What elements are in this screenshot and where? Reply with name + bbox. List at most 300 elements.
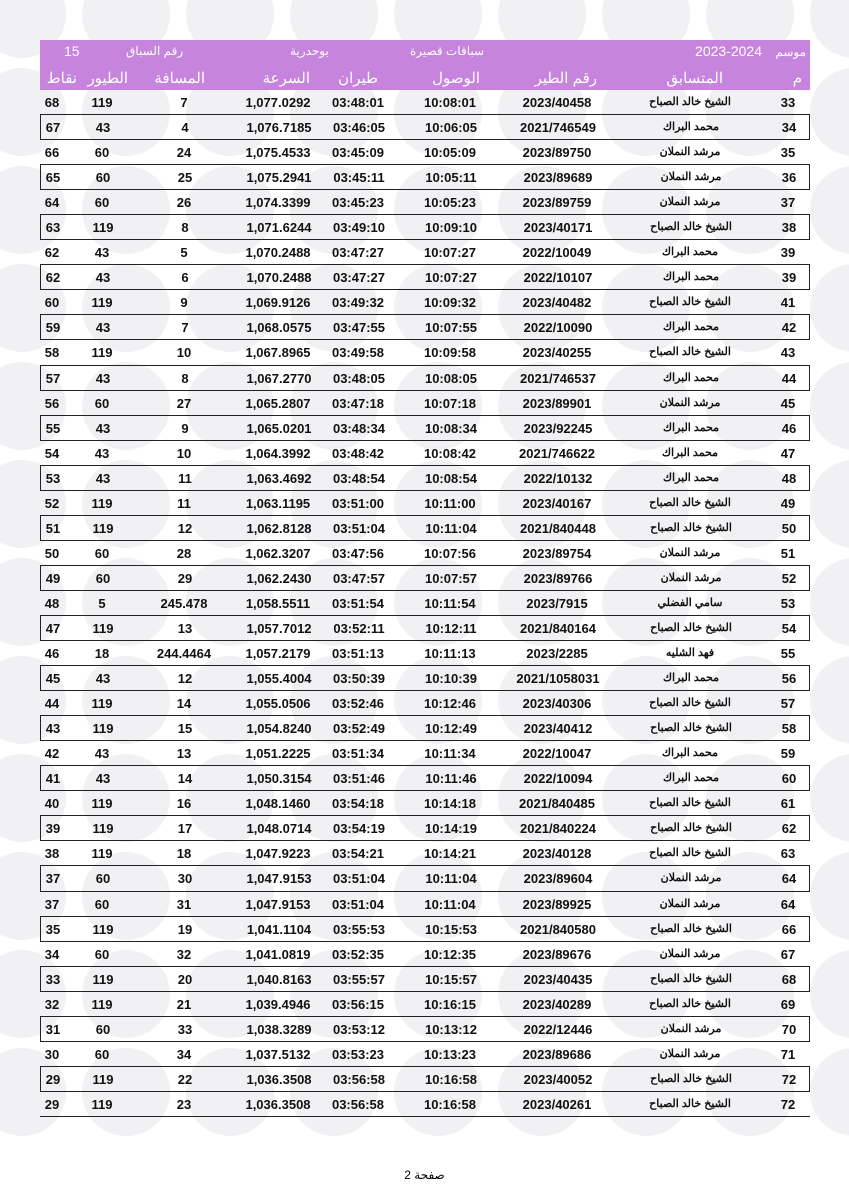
cell-birds: 43 (94, 746, 110, 762)
cell-fancier: مرشد النملان (660, 1022, 722, 1035)
watermark-logo (810, 0, 849, 58)
cell-arrival-time: 10:13:23 (423, 1046, 477, 1062)
cell-speed: 1,038.3289 (246, 1021, 312, 1037)
cell-arrival-time: 10:11:54 (424, 595, 476, 611)
cell-arrival-time: 10:08:54 (424, 470, 478, 486)
watermark-logo (810, 558, 849, 646)
cell-speed: 1,054.8240 (246, 721, 312, 737)
cell-rank: 59 (780, 746, 796, 762)
table-row (40, 340, 810, 365)
cell-distance: 14 (176, 696, 192, 712)
cell-fancier: الشيخ خالد الصباح (650, 1072, 732, 1085)
cell-points: 64 (44, 195, 60, 211)
table-row (40, 716, 810, 741)
cell-flight-time: 03:55:53 (332, 921, 386, 937)
cell-speed: 1,037.5132 (245, 1046, 311, 1062)
cell-birds: 60 (94, 195, 110, 211)
cell-birds: 43 (95, 270, 111, 286)
cell-points: 65 (45, 170, 61, 186)
cell-speed: 1,065.0201 (246, 420, 312, 436)
cell-birds: 119 (92, 971, 114, 987)
cell-fancier: محمد البراك (661, 246, 719, 259)
cell-distance: 10 (176, 445, 192, 461)
watermark-logo (810, 754, 849, 842)
table-row (40, 265, 810, 290)
cell-points: 35 (45, 921, 61, 937)
cell-speed: 1,041.0819 (245, 946, 311, 962)
cell-flight-time: 03:53:23 (331, 1046, 385, 1062)
cell-birds: 119 (92, 220, 114, 236)
table-row (40, 541, 810, 566)
table-row (40, 366, 810, 391)
cell-birds: 60 (94, 1046, 110, 1062)
cell-rank: 36 (781, 170, 797, 186)
cell-arrival-time: 10:09:10 (424, 220, 478, 236)
cell-fancier: مرشد النملان (660, 171, 722, 184)
cell-points: 53 (45, 470, 61, 486)
watermark-logo (810, 656, 849, 744)
cell-rank: 53 (780, 595, 796, 611)
race-number: 15 (64, 43, 80, 59)
cell-ring-number: 2022/10094 (523, 771, 593, 787)
cell-rank: 56 (781, 671, 797, 687)
cell-rank: 55 (780, 646, 796, 662)
cell-distance: 25 (177, 170, 193, 186)
cell-points: 46 (44, 646, 60, 662)
cell-ring-number: 2023/89925 (522, 896, 592, 912)
cell-ring-number: 2022/10132 (523, 470, 593, 486)
cell-points: 32 (44, 996, 60, 1012)
cell-fancier: محمد البراك (662, 672, 720, 685)
cell-flight-time: 03:55:57 (332, 971, 386, 987)
cell-birds: 18 (94, 646, 110, 662)
cell-flight-time: 03:47:27 (332, 270, 386, 286)
cell-arrival-time: 10:11:04 (425, 520, 477, 536)
col-header-speed: السرعة (262, 70, 310, 87)
cell-rank: 41 (780, 295, 796, 311)
cell-speed: 1,064.3992 (245, 445, 311, 461)
cell-speed: 1,041.1104 (246, 921, 312, 937)
cell-distance: 21 (176, 996, 192, 1012)
cell-speed: 1,055.4004 (246, 671, 312, 687)
cell-birds: 43 (95, 370, 111, 386)
cell-birds: 119 (92, 1071, 114, 1087)
cell-arrival-time: 10:06:05 (424, 120, 478, 136)
cell-points: 37 (44, 896, 60, 912)
col-header-points: نقاط (46, 70, 77, 87)
cell-arrival-time: 10:14:19 (424, 821, 478, 837)
cell-fancier: مرشد النملان (659, 146, 721, 159)
cell-points: 34 (44, 946, 60, 962)
cell-arrival-time: 10:09:58 (423, 345, 477, 361)
table-row (40, 1042, 810, 1067)
col-header-flight: طيران (338, 70, 378, 87)
cell-rank: 54 (781, 620, 797, 636)
cell-distance: 18 (176, 846, 192, 862)
cell-distance: 5 (180, 245, 188, 261)
cell-arrival-time: 10:16:58 (424, 1071, 478, 1087)
cell-rank: 38 (781, 220, 797, 236)
col-header-distance: المسافة (154, 70, 205, 87)
cell-fancier: مرشد النملان (659, 546, 721, 559)
cell-rank: 51 (780, 545, 796, 561)
cell-birds: 119 (91, 996, 113, 1012)
cell-speed: 1,069.9126 (245, 295, 311, 311)
cell-distance: 20 (177, 971, 193, 987)
cell-fancier: الشيخ خالد الصباح (649, 997, 731, 1010)
cell-ring-number: 2023/40412 (523, 721, 593, 737)
cell-flight-time: 03:45:09 (331, 145, 385, 161)
cell-flight-time: 03:48:34 (332, 420, 386, 436)
location: بوحدرية (290, 44, 329, 58)
cell-points: 56 (44, 395, 60, 411)
cell-birds: 43 (95, 671, 111, 687)
cell-fancier: الشيخ خالد الصباح (649, 697, 731, 710)
cell-ring-number: 2023/92245 (523, 420, 593, 436)
cell-flight-time: 03:51:04 (332, 520, 386, 536)
cell-distance: 7 (181, 320, 189, 336)
cell-flight-time: 03:47:57 (332, 570, 386, 586)
cell-distance: 12 (177, 520, 193, 536)
cell-points: 39 (45, 821, 61, 837)
cell-flight-time: 03:48:54 (332, 470, 386, 486)
cell-fancier: الشيخ خالد الصباح (650, 972, 732, 985)
cell-speed: 1,058.5511 (245, 595, 311, 611)
cell-arrival-time: 10:12:11 (425, 620, 477, 636)
cell-flight-time: 03:54:21 (331, 846, 385, 862)
table-row (40, 1092, 810, 1117)
cell-arrival-time: 10:11:46 (425, 771, 477, 787)
cell-rank: 34 (781, 120, 797, 136)
cell-distance: 14 (177, 771, 193, 787)
table-row (40, 566, 810, 591)
table-row (40, 516, 810, 541)
cell-distance: 15 (177, 721, 193, 737)
cell-ring-number: 2023/89766 (523, 570, 593, 586)
cell-fancier: الشيخ خالد الصباح (649, 496, 731, 509)
cell-flight-time: 03:56:15 (331, 996, 385, 1012)
cell-birds: 119 (91, 846, 113, 862)
cell-arrival-time: 10:07:27 (424, 270, 478, 286)
cell-points: 42 (44, 746, 60, 762)
cell-arrival-time: 10:14:21 (423, 846, 477, 862)
cell-ring-number: 2023/7915 (526, 595, 588, 611)
cell-speed: 1,077.0292 (245, 95, 311, 110)
cell-rank: 68 (781, 971, 797, 987)
cell-ring-number: 2023/89754 (522, 545, 592, 561)
cell-ring-number: 2021/840448 (520, 520, 596, 536)
cell-speed: 1,047.9153 (246, 871, 312, 887)
cell-distance: 9 (181, 420, 189, 436)
cell-rank: 72 (780, 1096, 796, 1112)
cell-birds: 119 (91, 495, 113, 511)
cell-arrival-time: 10:10:39 (424, 671, 478, 687)
table-row (40, 165, 810, 190)
cell-rank: 71 (780, 1046, 796, 1062)
cell-flight-time: 03:54:18 (331, 796, 385, 812)
cell-rank: 64 (780, 896, 796, 912)
cell-distance: 11 (177, 495, 191, 511)
cell-rank: 44 (781, 370, 797, 386)
cell-points: 50 (44, 545, 60, 561)
cell-distance: 17 (177, 821, 193, 837)
cell-rank: 43 (780, 345, 796, 361)
cell-distance: 24 (176, 145, 192, 161)
cell-points: 59 (45, 320, 61, 336)
cell-rank: 64 (781, 871, 797, 887)
cell-arrival-time: 10:16:15 (423, 996, 477, 1012)
cell-flight-time: 03:51:46 (332, 771, 386, 787)
cell-ring-number: 2023/40458 (522, 95, 592, 110)
cell-birds: 119 (91, 295, 113, 311)
cell-points: 63 (45, 220, 61, 236)
cell-birds: 119 (91, 1096, 113, 1112)
cell-flight-time: 03:49:32 (331, 295, 385, 311)
cell-ring-number: 2023/89750 (522, 145, 592, 161)
cell-distance: 27 (176, 395, 192, 411)
cell-fancier: الشيخ خالد الصباح (649, 1097, 731, 1110)
cell-speed: 1,050.3154 (246, 771, 312, 787)
watermark-logo (810, 950, 849, 1038)
cell-birds: 60 (94, 145, 110, 161)
cell-ring-number: 2023/40128 (522, 846, 592, 862)
table-row (40, 90, 810, 115)
cell-rank: 37 (780, 195, 796, 211)
cell-rank: 57 (780, 696, 796, 712)
cell-speed: 1,067.8965 (245, 345, 311, 361)
cell-speed: 1,074.3399 (245, 195, 311, 211)
cell-rank: 67 (780, 946, 796, 962)
cell-birds: 119 (91, 345, 113, 361)
cell-arrival-time: 10:12:35 (423, 946, 477, 962)
col-header-rank: م (792, 70, 802, 87)
cell-ring-number: 2023/40435 (523, 971, 593, 987)
cell-fancier: الشيخ خالد الصباح (650, 822, 732, 835)
cell-birds: 60 (95, 1021, 111, 1037)
table-body (40, 90, 810, 1117)
cell-birds: 43 (95, 470, 111, 486)
col-header-fancier: المتسابق (666, 70, 723, 87)
cell-speed: 1,063.1195 (245, 495, 311, 511)
table-row (40, 290, 810, 315)
cell-points: 51 (45, 520, 61, 536)
cell-birds: 119 (92, 921, 114, 937)
cell-fancier: الشيخ خالد الصباح (650, 221, 732, 234)
cell-arrival-time: 10:16:58 (423, 1096, 477, 1112)
cell-speed: 1,047.9223 (245, 846, 311, 862)
cell-fancier: مرشد النملان (660, 872, 722, 885)
cell-ring-number: 2022/10090 (523, 320, 593, 336)
cell-arrival-time: 10:11:00 (424, 495, 476, 511)
cell-fancier: الشيخ خالد الصباح (650, 722, 732, 735)
cell-points: 60 (44, 295, 60, 311)
cell-distance: 26 (176, 195, 192, 211)
cell-rank: 42 (781, 320, 797, 336)
cell-rank: 45 (780, 395, 796, 411)
cell-speed: 1,062.2430 (246, 570, 312, 586)
cell-flight-time: 03:47:27 (331, 245, 385, 261)
cell-arrival-time: 10:08:34 (424, 420, 478, 436)
cell-distance: 29 (177, 570, 193, 586)
page-number: صفحة 2 (404, 1168, 445, 1182)
cell-arrival-time: 10:12:49 (424, 721, 478, 737)
table-row (40, 391, 810, 416)
cell-distance: 6 (181, 270, 189, 286)
cell-arrival-time: 10:12:46 (423, 696, 477, 712)
cell-flight-time: 03:46:05 (332, 120, 386, 136)
cell-ring-number: 2023/40306 (522, 696, 592, 712)
cell-flight-time: 03:47:56 (331, 545, 385, 561)
cell-arrival-time: 10:08:01 (423, 95, 477, 110)
cell-speed: 1,071.6244 (246, 220, 312, 236)
cell-speed: 1,063.4692 (246, 470, 312, 486)
cell-distance: 13 (177, 620, 193, 636)
cell-distance: 19 (177, 921, 193, 937)
cell-fancier: الشيخ خالد الصباح (649, 296, 731, 309)
cell-birds: 119 (91, 796, 113, 812)
cell-ring-number: 2023/40289 (522, 996, 592, 1012)
cell-ring-number: 2021/746549 (520, 120, 596, 136)
table-row (40, 942, 810, 967)
race-number-label: رقم السباق (126, 44, 184, 58)
cell-arrival-time: 10:05:11 (425, 170, 477, 186)
table-row (40, 591, 810, 616)
cell-speed: 1,048.1460 (245, 796, 311, 812)
cell-arrival-time: 10:14:18 (423, 796, 477, 812)
cell-fancier: الشيخ خالد الصباح (649, 847, 731, 860)
cell-flight-time: 03:45:23 (331, 195, 385, 211)
cell-fancier: الشيخ خالد الصباح (649, 346, 731, 359)
cell-ring-number: 2023/89689 (523, 170, 593, 186)
cell-distance: 8 (181, 220, 189, 236)
cell-arrival-time: 10:07:57 (424, 570, 478, 586)
cell-distance: 22 (177, 1071, 193, 1087)
cell-speed: 1,039.4946 (245, 996, 311, 1012)
col-header-birds: الطيور (87, 70, 128, 87)
cell-speed: 1,055.0506 (245, 696, 311, 712)
cell-arrival-time: 10:05:23 (423, 195, 477, 211)
cell-speed: 1,048.0714 (246, 821, 312, 837)
cell-rank: 35 (780, 145, 796, 161)
cell-distance: 23 (176, 1096, 192, 1112)
cell-speed: 1,047.9153 (245, 896, 311, 912)
cell-birds: 119 (91, 696, 113, 712)
cell-ring-number: 2023/40171 (523, 220, 593, 236)
table-row (40, 816, 810, 841)
cell-points: 33 (45, 971, 61, 987)
table-row (40, 666, 810, 691)
cell-distance: 245.478 (160, 595, 208, 611)
cell-rank: 66 (781, 921, 797, 937)
cell-points: 67 (45, 120, 61, 136)
cell-birds: 60 (94, 395, 110, 411)
cell-distance: 12 (177, 671, 193, 687)
cell-arrival-time: 10:15:57 (424, 971, 478, 987)
cell-points: 58 (44, 345, 60, 361)
table-row (40, 215, 810, 240)
cell-points: 52 (44, 495, 60, 511)
cell-ring-number: 2023/2285 (526, 646, 588, 662)
cell-distance: 10 (176, 345, 192, 361)
cell-birds: 60 (95, 871, 111, 887)
cell-ring-number: 2023/40052 (523, 1071, 593, 1087)
cell-arrival-time: 10:13:12 (424, 1021, 478, 1037)
cell-ring-number: 2022/10107 (523, 270, 593, 286)
cell-points: 40 (44, 796, 60, 812)
cell-arrival-time: 10:15:53 (424, 921, 478, 937)
cell-speed: 1,075.4533 (245, 145, 311, 161)
cell-arrival-time: 10:11:04 (424, 896, 476, 912)
cell-speed: 1,070.2488 (245, 245, 311, 261)
cell-points: 55 (45, 420, 61, 436)
table-row (40, 140, 810, 165)
cell-points: 68 (44, 95, 60, 110)
cell-ring-number: 2023/40255 (522, 345, 592, 361)
results-table (40, 40, 810, 1117)
cell-points: 66 (44, 145, 60, 161)
cell-fancier: فهد الشليه (665, 647, 715, 660)
cell-rank: 39 (780, 245, 796, 261)
cell-flight-time: 03:52:49 (332, 721, 386, 737)
cell-speed: 1,051.2225 (245, 746, 311, 762)
cell-birds: 119 (92, 721, 114, 737)
cell-points: 45 (45, 671, 61, 687)
table-row (40, 841, 810, 866)
cell-ring-number: 2023/89759 (522, 195, 592, 211)
cell-distance: 9 (180, 295, 188, 311)
table-row (40, 766, 810, 791)
cell-flight-time: 03:51:04 (331, 896, 385, 912)
cell-arrival-time: 10:05:09 (423, 145, 477, 161)
cell-speed: 1,036.3508 (246, 1071, 312, 1087)
cell-distance: 13 (176, 746, 192, 762)
cell-distance: 33 (177, 1021, 193, 1037)
watermark-logo (810, 852, 849, 940)
cell-points: 29 (45, 1071, 61, 1087)
cell-fancier: محمد البراك (662, 121, 720, 134)
cell-rank: 69 (780, 996, 796, 1012)
cell-fancier: محمد البراك (662, 271, 720, 284)
cell-fancier: مرشد النملان (659, 947, 721, 960)
cell-points: 47 (45, 620, 61, 636)
cell-rank: 63 (780, 846, 796, 862)
cell-birds: 119 (92, 821, 114, 837)
cell-points: 38 (44, 846, 60, 862)
cell-flight-time: 03:48:05 (332, 370, 386, 386)
cell-birds: 60 (95, 170, 111, 186)
watermark-logo (810, 68, 849, 156)
cell-ring-number: 2021/746537 (520, 370, 596, 386)
cell-flight-time: 03:48:42 (331, 445, 385, 461)
cell-distance: 11 (178, 470, 192, 486)
cell-fancier: سامي الفضلي (657, 596, 723, 609)
cell-arrival-time: 10:11:34 (424, 746, 476, 762)
cell-ring-number: 2023/89676 (522, 946, 592, 962)
cell-birds: 5 (98, 595, 106, 611)
cell-speed: 1,068.0575 (246, 320, 312, 336)
table-row (40, 1067, 810, 1092)
cell-rank: 52 (781, 570, 797, 586)
cell-rank: 39 (781, 270, 797, 286)
table-row (40, 240, 810, 265)
cell-arrival-time: 10:09:32 (423, 295, 477, 311)
cell-birds: 43 (95, 771, 111, 787)
cell-flight-time: 03:51:34 (331, 746, 385, 762)
cell-fancier: الشيخ خالد الصباح (650, 922, 732, 935)
cell-birds: 119 (91, 95, 113, 110)
cell-flight-time: 03:52:11 (333, 620, 385, 636)
col-header-ring: رقم الطير (534, 70, 597, 87)
